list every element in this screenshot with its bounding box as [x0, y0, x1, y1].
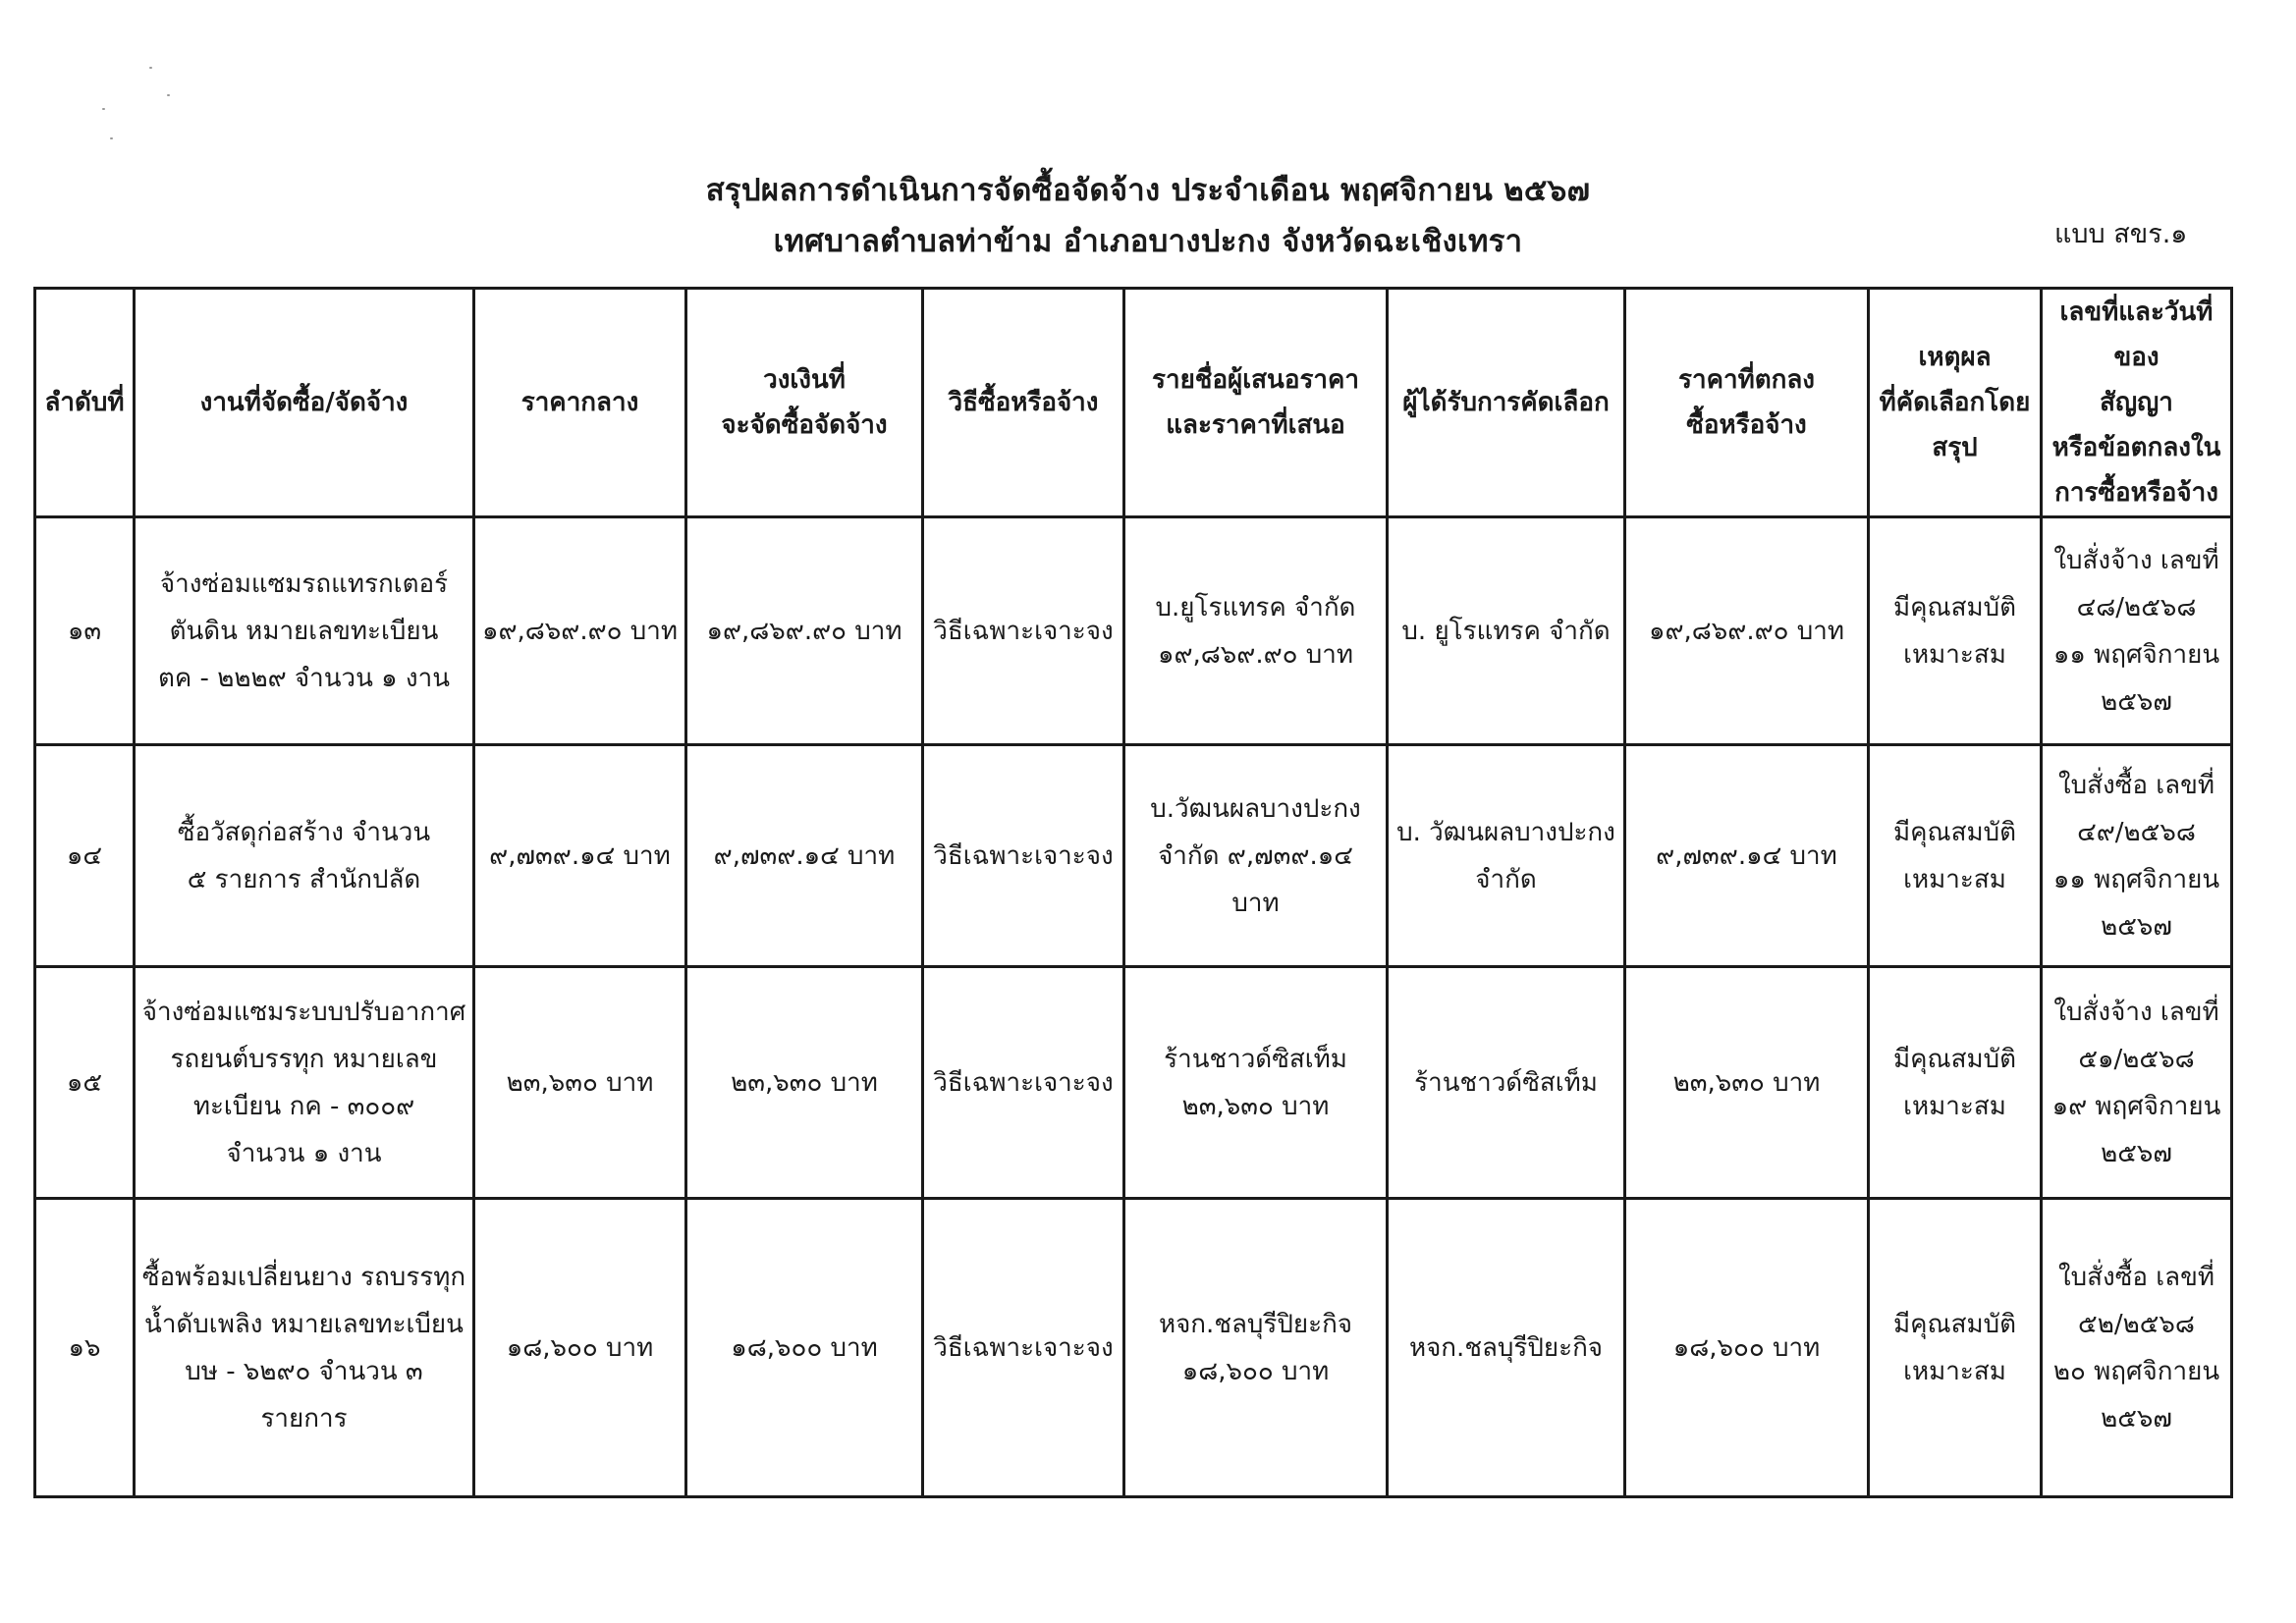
- cell-reason: มีคุณสมบัติ เหมาะสม: [1869, 1199, 2042, 1497]
- cell-agreed-price: ๒๓,๖๓๐ บาท: [1625, 967, 1869, 1199]
- cell-reason: มีคุณสมบัติ เหมาะสม: [1869, 745, 2042, 967]
- header-method: วิธีซื้อหรือจ้าง: [923, 289, 1124, 517]
- cell-reason: มีคุณสมบัติ เหมาะสม: [1869, 517, 2042, 745]
- cell-task: จ้างซ่อมแซมรถแทรกเตอร์ ตันดิน หมายเลขทะเบียน ตค - ๒๒๒๙ จำนวน ๑ งาน: [135, 517, 474, 745]
- cell-selected: บ. ยูโรแทรค จำกัด: [1388, 517, 1625, 745]
- cell-contract: ใบสั่งซื้อ เลขที่ ๔๙/๒๕๖๘ ๑๑ พฤศจิกายน ๒๕๖๗: [2042, 745, 2232, 967]
- cell-contract: ใบสั่งจ้าง เลขที่ ๕๑/๒๕๖๘ ๑๙ พฤศจิกายน ๒๕๖๗: [2042, 967, 2232, 1199]
- cell-agreed-price: ๑๙,๘๖๙.๙๐ บาท: [1625, 517, 1869, 745]
- cell-no: ๑๔: [35, 745, 135, 967]
- cell-contract: ใบสั่งซื้อ เลขที่ ๕๒/๒๕๖๘ ๒๐ พฤศจิกายน ๒๕๖๗: [2042, 1199, 2232, 1497]
- cell-bidders: หจก.ชลบุรีปิยะกิจ ๑๘,๖๐๐ บาท: [1124, 1199, 1388, 1497]
- document-subtitle: เทศบาลตำบลท่าข้าม อำเภอบางปะกง จังหวัดฉะเชิงเทรา: [773, 224, 1523, 259]
- cell-selected: บ. วัฒนผลบางปะกง จำกัด: [1388, 745, 1625, 967]
- cell-task: จ้างซ่อมแซมระบบปรับอากาศ รถยนต์บรรทุก หมายเลข ทะเบียน กค - ๓๐๐๙ จำนวน ๑ งาน: [135, 967, 474, 1199]
- cell-median-price: ๑๙,๘๖๙.๙๐ บาท: [474, 517, 686, 745]
- procurement-summary-table: [33, 287, 2233, 1498]
- cell-method: วิธีเฉพาะเจาะจง: [923, 1199, 1124, 1497]
- header-median-price: ราคากลาง: [474, 289, 686, 517]
- table-row: [35, 967, 2232, 1199]
- scan-speck: [110, 137, 113, 139]
- cell-contract: ใบสั่งจ้าง เลขที่ ๔๘/๒๕๖๘ ๑๑ พฤศจิกายน ๒๕๖๗: [2042, 517, 2232, 745]
- cell-task: ซื้อวัสดุก่อสร้าง จำนวน ๕ รายการ สำนักปลัด: [135, 745, 474, 967]
- header-contract: เลขที่และวันที่ของ สัญญา หรือข้อตกลงใน การซื้อหรือจ้าง: [2042, 289, 2232, 517]
- cell-bidders: ร้านชาวด์ซิสเท็ม ๒๓,๖๓๐ บาท: [1124, 967, 1388, 1199]
- cell-median-price: ๑๘,๖๐๐ บาท: [474, 1199, 686, 1497]
- cell-median-price: ๒๓,๖๓๐ บาท: [474, 967, 686, 1199]
- form-code: แบบ สขร.๑: [2054, 219, 2188, 249]
- header-row: [35, 289, 2232, 517]
- header-no: ลำดับที่: [35, 289, 135, 517]
- header-selected: ผู้ได้รับการคัดเลือก: [1388, 289, 1625, 517]
- cell-agreed-price: ๙,๗๓๙.๑๔ บาท: [1625, 745, 1869, 967]
- cell-task: ซื้อพร้อมเปลี่ยนยาง รถบรรทุก น้ำดับเพลิง หมายเลขทะเบียน บษ - ๖๒๙๐ จำนวน ๓ รายการ: [135, 1199, 474, 1497]
- cell-no: ๑๕: [35, 967, 135, 1199]
- cell-bidders: บ.ยูโรแทรค จำกัด ๑๙,๘๖๙.๙๐ บาท: [1124, 517, 1388, 745]
- cell-budget: ๑๙,๘๖๙.๙๐ บาท: [686, 517, 923, 745]
- cell-method: วิธีเฉพาะเจาะจง: [923, 745, 1124, 967]
- cell-selected: ร้านชาวด์ซิสเท็ม: [1388, 967, 1625, 1199]
- cell-budget: ๒๓,๖๓๐ บาท: [686, 967, 923, 1199]
- table-row: [35, 1199, 2232, 1497]
- header-reason: เหตุผล ที่คัดเลือกโดย สรุป: [1869, 289, 2042, 517]
- header-agreed-price: ราคาที่ตกลง ซื้อหรือจ้าง: [1625, 289, 1869, 517]
- scan-speck: [149, 67, 152, 69]
- cell-agreed-price: ๑๘,๖๐๐ บาท: [1625, 1199, 1869, 1497]
- scan-speck: [102, 108, 105, 110]
- cell-bidders: บ.วัฒนผลบางปะกง จำกัด ๙,๗๓๙.๑๔ บาท: [1124, 745, 1388, 967]
- cell-no: ๑๖: [35, 1199, 135, 1497]
- cell-no: ๑๓: [35, 517, 135, 745]
- cell-method: วิธีเฉพาะเจาะจง: [923, 517, 1124, 745]
- cell-reason: มีคุณสมบัติ เหมาะสม: [1869, 967, 2042, 1199]
- cell-budget: ๑๘,๖๐๐ บาท: [686, 1199, 923, 1497]
- cell-method: วิธีเฉพาะเจาะจง: [923, 967, 1124, 1199]
- table-row: [35, 517, 2232, 745]
- cell-budget: ๙,๗๓๙.๑๔ บาท: [686, 745, 923, 967]
- document-title: สรุปผลการดำเนินการจัดซื้อจัดจ้าง ประจำเดือน พฤศจิกายน ๒๕๖๗: [705, 173, 1591, 208]
- header-bidders: รายชื่อผู้เสนอราคา และราคาที่เสนอ: [1124, 289, 1388, 517]
- cell-selected: หจก.ชลบุรีปิยะกิจ: [1388, 1199, 1625, 1497]
- header-task: งานที่จัดซื้อ/จัดจ้าง: [135, 289, 474, 517]
- cell-median-price: ๙,๗๓๙.๑๔ บาท: [474, 745, 686, 967]
- scan-speck: [167, 94, 170, 96]
- header-budget: วงเงินที่ จะจัดซื้อจัดจ้าง: [686, 289, 923, 517]
- table-row: [35, 745, 2232, 967]
